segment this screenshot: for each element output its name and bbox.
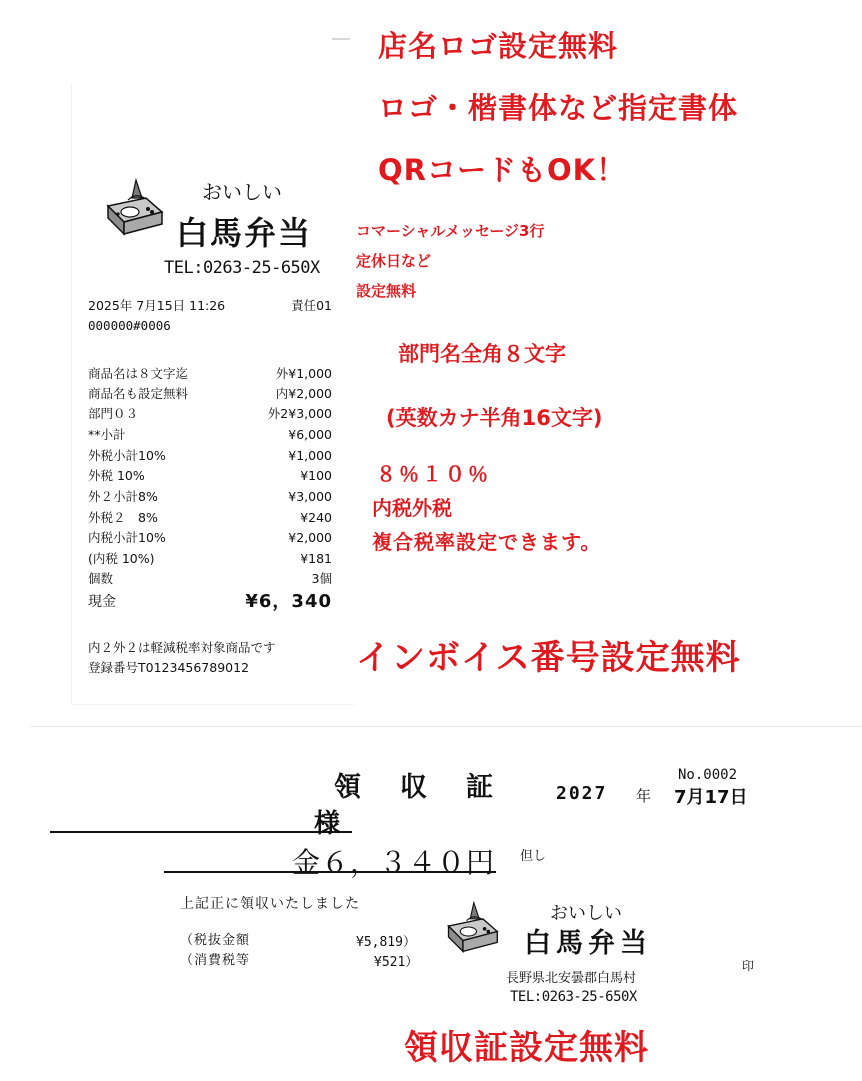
slip-tax-value: ¥521） bbox=[374, 955, 419, 970]
note-dept-name: 部門名全角８文字 bbox=[398, 342, 566, 366]
receipt-tel: TEL:0263-25-650X bbox=[164, 258, 320, 278]
slip-tadashi: 但し bbox=[520, 849, 547, 864]
slip-shop-stamp bbox=[442, 889, 706, 1015]
item-value: ¥3,000 bbox=[288, 489, 332, 504]
receipt-footer-row bbox=[88, 638, 358, 658]
stamp-tel: TEL:0263-25-650X bbox=[510, 989, 637, 1005]
slip-year-suffix: 年 bbox=[636, 787, 652, 805]
slip-name-line bbox=[50, 831, 352, 833]
receipt-staff: 責任01 bbox=[291, 298, 332, 313]
stamp-tagline: おいしい bbox=[550, 903, 622, 924]
item-value: ¥1,000 bbox=[288, 448, 332, 463]
note-tax-type: 内税外税 bbox=[372, 496, 452, 520]
stamp-shop-name: 白馬弁当 bbox=[524, 928, 652, 959]
item-value: 外2¥3,000 bbox=[267, 406, 332, 421]
slip-tax-excl-value: ¥5,819） bbox=[356, 935, 416, 950]
bento-box-icon bbox=[102, 176, 166, 238]
receipt-total-value: ¥6，340 bbox=[245, 591, 332, 612]
note-cm-line3: 設定無料 bbox=[356, 282, 417, 300]
receipt-registration-number: 登録番号T0123456789012 bbox=[88, 660, 250, 675]
receipt-datetime-row bbox=[88, 296, 332, 316]
item-value: 3個 bbox=[311, 571, 332, 586]
receipt-item bbox=[88, 404, 332, 424]
slip-amount-line bbox=[164, 871, 496, 873]
receipt-datetime: 2025年 7月15日 11:26 bbox=[88, 298, 226, 313]
item-label: 外２小計8% bbox=[88, 489, 158, 504]
slip-received-text: 上記正に領収いたしました bbox=[180, 896, 360, 912]
slip-year: 2027 bbox=[556, 783, 608, 804]
item-label: (内税 10%) bbox=[88, 551, 155, 566]
note-cm-line2: 定休日など bbox=[356, 252, 432, 270]
receipt-number-row bbox=[88, 316, 332, 336]
receipt-item bbox=[88, 549, 332, 569]
item-label: 部門０３ bbox=[88, 406, 139, 421]
item-label: 外税 10% bbox=[88, 468, 145, 483]
slip-number: No.0002 bbox=[678, 767, 738, 783]
item-label: 商品名は８文字迄 bbox=[88, 366, 189, 381]
note-invoice-free: インボイス番号設定無料 bbox=[356, 638, 741, 678]
note-tax-rates: ８％１０％ bbox=[376, 462, 491, 486]
item-value: ¥6,000 bbox=[288, 427, 332, 442]
bento-box-icon bbox=[442, 899, 502, 955]
receipt-total-row bbox=[88, 589, 332, 615]
scan-mark bbox=[332, 38, 350, 40]
item-value: ¥100 bbox=[300, 468, 332, 483]
receipt-number: 000000#0006 bbox=[88, 318, 171, 333]
slip-tax-label: （消費税等 bbox=[180, 953, 251, 968]
thermal-receipt bbox=[72, 84, 354, 704]
receipt-item bbox=[88, 425, 332, 445]
receipt-item bbox=[88, 487, 332, 507]
receipt-logo-name: 白馬弁当 bbox=[176, 214, 313, 252]
receipt-item bbox=[88, 466, 332, 486]
item-value: 内¥2,000 bbox=[275, 386, 332, 401]
item-label: 外税２ 8% bbox=[88, 510, 158, 525]
note-qr: QRコードもOK！ bbox=[378, 153, 627, 187]
receipt-reduced-tax-note: 内２外２は軽減税率対象商品です bbox=[88, 640, 276, 655]
receipt-footer-row bbox=[88, 658, 332, 678]
slip-date: 7月17日 bbox=[674, 787, 748, 808]
item-label: **小計 bbox=[88, 427, 126, 442]
receipt-item bbox=[88, 528, 332, 548]
item-value: ¥181 bbox=[300, 551, 332, 566]
slip-seal-mark: 印 bbox=[742, 959, 755, 973]
note-logo-free: 店名ロゴ設定無料 bbox=[378, 29, 619, 63]
receipt-item bbox=[88, 508, 332, 528]
note-slip-free: 領収証設定無料 bbox=[404, 1028, 649, 1068]
note-cm-line1: コマーシャルメッセージ3行 bbox=[356, 222, 545, 240]
stamp-address: 長野県北安曇郡白馬村 bbox=[506, 971, 637, 986]
item-label: 個数 bbox=[88, 571, 114, 586]
note-compound-tax: 複合税率設定できます。 bbox=[372, 530, 602, 554]
receipt-total-label: 現金 bbox=[88, 594, 116, 610]
item-value: ¥240 bbox=[300, 510, 332, 525]
slip-amount: 金６，３４０円 bbox=[292, 846, 496, 879]
note-font: ロゴ・楷書体など指定書体 bbox=[378, 91, 739, 125]
item-label: 外税小計10% bbox=[88, 448, 166, 463]
slip-sama: 様 bbox=[314, 809, 341, 839]
item-value: 外¥1,000 bbox=[275, 366, 332, 381]
receipt-item bbox=[88, 364, 332, 384]
note-dept-halfwidth: (英数カナ半角16文字) bbox=[386, 406, 603, 430]
receipt-item bbox=[88, 384, 332, 404]
receipt-item bbox=[88, 569, 332, 589]
slip-title: 領 収 証 bbox=[334, 772, 499, 803]
receipt-logo-tagline: おいしい bbox=[202, 180, 282, 204]
item-value: ¥2,000 bbox=[288, 530, 332, 545]
slip-tax-excl-label: （税抜金額 bbox=[180, 933, 251, 948]
receipt-item bbox=[88, 446, 332, 466]
item-label: 商品名も設定無料 bbox=[88, 386, 189, 401]
item-label: 内税小計10% bbox=[88, 530, 166, 545]
